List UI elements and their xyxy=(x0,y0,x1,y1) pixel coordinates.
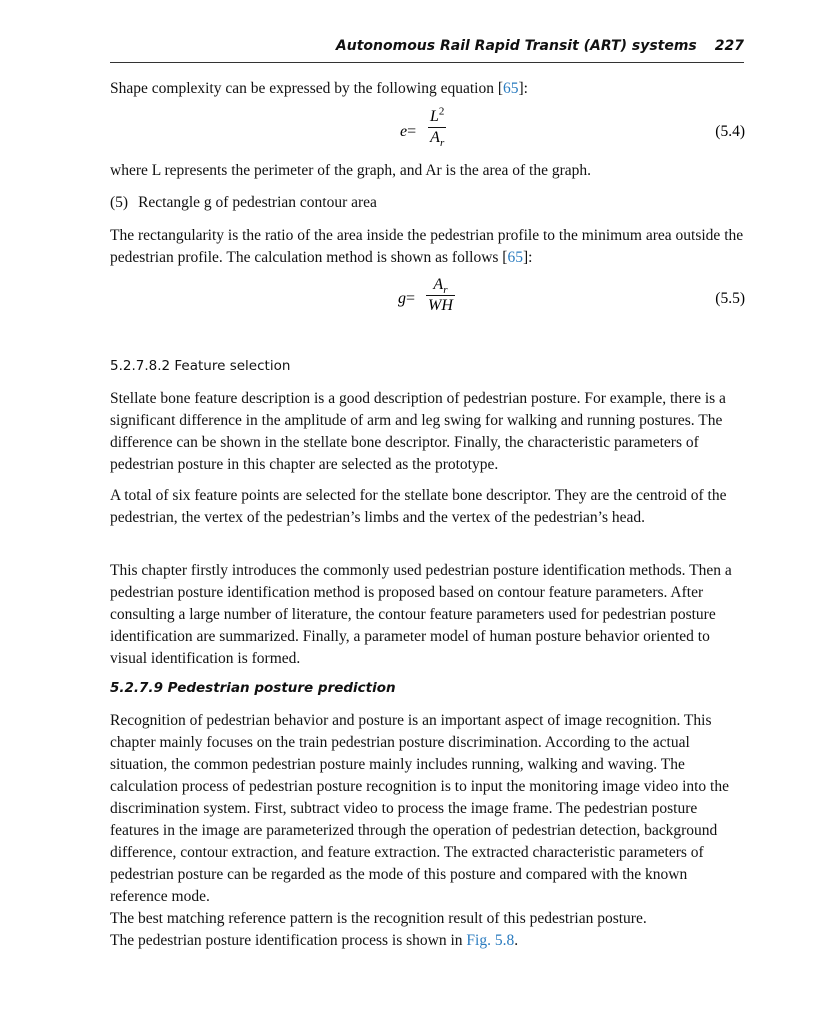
stellate-paragraph: Stellate bone feature description is a good description of pedestrian posture. For example, there is a significant difference in the amplitude of arm and leg swing for walking and running postures. The difference can be shown in the stellate bone descriptor. Finally, the characteristic parameters of pedestrian posture in this chapter are selected as the prototype. xyxy=(110,390,726,473)
equation-5-5 xyxy=(110,276,745,326)
equation-lhs: e= xyxy=(400,123,417,140)
chapter-summary-paragraph: This chapter firstly introduces the commonly used pedestrian posture identification methods. Then a pedestrian posture identification method is proposed based on contour feature parameters. After consulting a large number of literature, the contour feature parameters used for pedestrian posture identification are summarized. Finally, a parameter model of human posture behavior oriented to visual identification is formed. xyxy=(110,562,732,667)
citation-link[interactable]: 65 xyxy=(503,80,519,97)
section-heading-5-2-7-8-2: 5.2.7.8.2 Feature selection xyxy=(110,358,291,374)
recognition-text: Recognition of pedestrian behavior and posture is an important aspect of image recognition. This chapter mainly focuses on the train pedestrian posture discrimination. According to the actual situation, the common pedestrian posture mainly includes running, walking and waving. The calculation process of pedestrian posture recognition is to input the monitoring image video into the discrimination system. First, subtract video to process the image frame. The pedestrian posture features in the image are parameterized through the operation of pedestrian detection, background difference, contour extraction, and feature extraction. The extracted characteristic parameters of pedestrian posture can be regarded as the mode of this posture and compared with the known reference mode. xyxy=(110,712,729,905)
intro-paragraph xyxy=(110,78,745,100)
page-number: 227 xyxy=(714,38,744,54)
equation-number: (5.5) xyxy=(715,290,745,307)
rectangularity-text: The rectangularity is the ratio of the area inside the pedestrian profile to the minimum area outside the pedestrian profile. The calculation method is shown as follows [ xyxy=(110,227,744,266)
rectangularity-paragraph xyxy=(110,225,745,269)
running-header xyxy=(110,38,744,54)
running-header-title: Autonomous Rail Rapid Transit (ART) systems xyxy=(335,38,697,54)
equation-fraction: $L^2$ $A_r$ xyxy=(430,105,445,150)
citation-link[interactable]: 65 xyxy=(507,249,523,266)
intro-text: Shape complexity can be expressed by the following equation [ xyxy=(110,80,503,97)
intro-tail: ]: xyxy=(518,80,528,97)
six-points-paragraph: A total of six feature points are selected for the stellate bone descriptor. They are the centroid of the pedestrian, the vertex of the pedestrian’s limbs and the vertex of the pedestrian’s head. xyxy=(110,487,727,526)
equation-fraction: $A_r$ WH xyxy=(428,276,453,314)
equation-number: (5.4) xyxy=(715,123,745,140)
rectangularity-tail: ]: xyxy=(522,249,533,266)
equation-lhs: g= xyxy=(398,290,416,307)
header-rule xyxy=(110,62,744,63)
list-item xyxy=(110,192,377,214)
recognition-paragraph: Recognition of pedestrian behavior and posture is an important aspect of image recognition. This chapter mainly focuses on the train pedestrian posture discrimination. According to the actual situation, the common pedestrian posture mainly includes running, walking and waving. The calculation process of pedestrian posture recognition is to input the monitoring image video into the discrimination system. First, subtract video to process the image frame. The pedestrian posture features in the image are parameterized through the operation of pedestrian detection, background difference, contour extraction, and feature extraction. The extracted characteristic parameters of pedestrian posture can be regarded as the mode of this posture and compared with the known reference mode. The best matching reference pattern is the recognition result of this pedestrian posture. The pedestrian posture identification process is shown in Fig. 5.8. xyxy=(110,712,729,949)
recognition-line-3: The pedestrian posture identification process is shown in xyxy=(110,932,467,949)
list-item-number: (5) xyxy=(110,194,129,211)
figure-link[interactable]: Fig. 5.8 xyxy=(466,932,515,949)
equation-5-4 xyxy=(110,105,745,158)
list-item-label: Rectangle g of pedestrian contour area xyxy=(138,194,377,211)
where-paragraph: where L represents the perimeter of the graph, and Ar is the area of the graph. xyxy=(110,162,592,179)
section-heading-5-2-7-9: 5.2.7.9 Pedestrian posture prediction xyxy=(110,680,396,696)
recognition-line-2: The best matching reference pattern is the recognition result of this pedestrian posture. xyxy=(110,910,647,927)
